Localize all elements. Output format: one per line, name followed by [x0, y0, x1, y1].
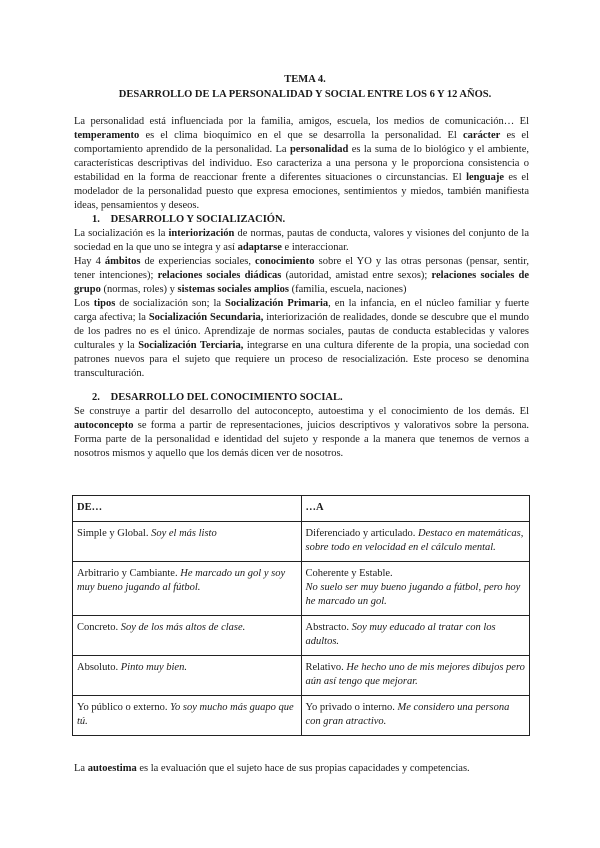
- table-cell: Coherente y Estable. No suelo ser muy bueno jugando a fútbol, pero hoy he marcado un gol.: [301, 562, 530, 616]
- table-cell: Absoluto. Pinto muy bien.: [73, 656, 302, 696]
- autoestima-paragraph: La autoestima es la evaluación que el sujeto hace de sus propias capacidades y competencias.: [74, 763, 470, 774]
- table-row: [73, 656, 530, 696]
- table-row: [73, 616, 530, 656]
- table-cell: Arbitrario y Cambiante. He marcado un gol y soy muy bueno jugando al fútbol.: [73, 562, 302, 616]
- section-2-paragraph-1: Se construye a partir del desarrollo del autoconcepto, autoestima y el conocimiento de los demás. El autoconcepto se forma a partir de representaciones, juicios descriptivos y valorativos sobre la persona. Forma parte de la personalidad e identidad del sujeto y responde a la manera que tenemos de vernos a nosotros mismos y aquello que los demás dicen ver de nosotros.: [74, 406, 529, 459]
- table-cell: Yo público o externo. Yo soy mucho más guapo que tú.: [73, 696, 302, 736]
- table-row: [73, 696, 530, 736]
- table-cell: Relativo. He hecho uno de mis mejores dibujos pero aún así tengo que mejorar.: [301, 656, 530, 696]
- section-1-paragraph-3: Los tipos de socialización son; la Socialización Primaria, en la infancia, en el núcleo familiar y fuerte carga afectiva; la Socialización Secundaria, interiorización de realidades, donde se descubre que el mundo de los padres no es el único. Aprendizaje de normas sociales, pautas de conducta establecidas y valores culturales y la Socialización Terciaria, integrarse en una cultura diferente de la propia, una sociedad con patrones nuevos para el sujeto que requiere un proceso de resocialización. Este proceso se denomina transculturación.: [74, 298, 530, 379]
- section-1-heading: 1. DESARROLLO Y SOCIALIZACIÓN.: [92, 214, 286, 225]
- table-cell: Abstracto. Soy muy educado al tratar con los adultos.: [301, 616, 530, 656]
- table-header-de: DE…: [73, 496, 302, 522]
- table-cell: Diferenciado y articulado. Destaco en matemáticas, sobre todo en velocidad en el cálculo mental.: [301, 522, 530, 562]
- table-cell: Yo privado o interno. Me considero una persona con gran atractivo.: [301, 696, 530, 736]
- table-cell: Concreto. Soy de los más altos de clase.: [73, 616, 302, 656]
- intro-paragraph: La personalidad está influenciada por la familia, amigos, escuela, los medios de comunicación… El temperamento es el clima bioquímico en el que se desarrolla la personalidad. El carácter es el comportamiento aprendido de la personalidad. La personalidad es la suma de lo biológico y el ambiente, características descriptivas del individuo. Eso caracteriza a una persona y le proporciona consistencia o estabilidad en la forma de reaccionar frente a diferentes situaciones o circunstancias. El lenguaje es el modelador de la personalidad puesto que expresa emociones, sentimientos y miedos, también manifiesta ideas, pensamientos y deseos.: [74, 116, 530, 211]
- section-1-paragraph-2: Hay 4 ámbitos de experiencias sociales, conocimiento sobre el YO y las otras personas (pensar, sentir, tener intenciones); relaciones sociales diádicas (autoridad, amistad entre sexos); relaciones sociales de grupo (normas, roles) y sistemas sociales amplios (familia, escuela, naciones): [74, 256, 529, 295]
- table-cell: Simple y Global. Soy el más listo: [73, 522, 302, 562]
- document-body: [74, 115, 529, 461]
- title-line-1: TEMA 4.: [284, 74, 326, 85]
- document-title: [60, 72, 550, 102]
- section-2-heading: 2. DESARROLLO DEL CONOCIMIENTO SOCIAL.: [92, 392, 343, 403]
- table-header-a: …A: [301, 496, 530, 522]
- section-1-paragraph-1: La socialización es la interiorización de normas, pautas de conducta, valores y visiones del conjunto de la sociedad en la que uno se integra y así adaptarse e interaccionar.: [74, 228, 529, 253]
- table-header-row: [73, 496, 530, 522]
- table-row: [73, 562, 530, 616]
- title-line-2: DESARROLLO DE LA PERSONALIDAD Y SOCIAL ENTRE LOS 6 Y 12 AÑOS.: [118, 89, 492, 100]
- comparison-table: [72, 495, 530, 736]
- table-row: [73, 522, 530, 562]
